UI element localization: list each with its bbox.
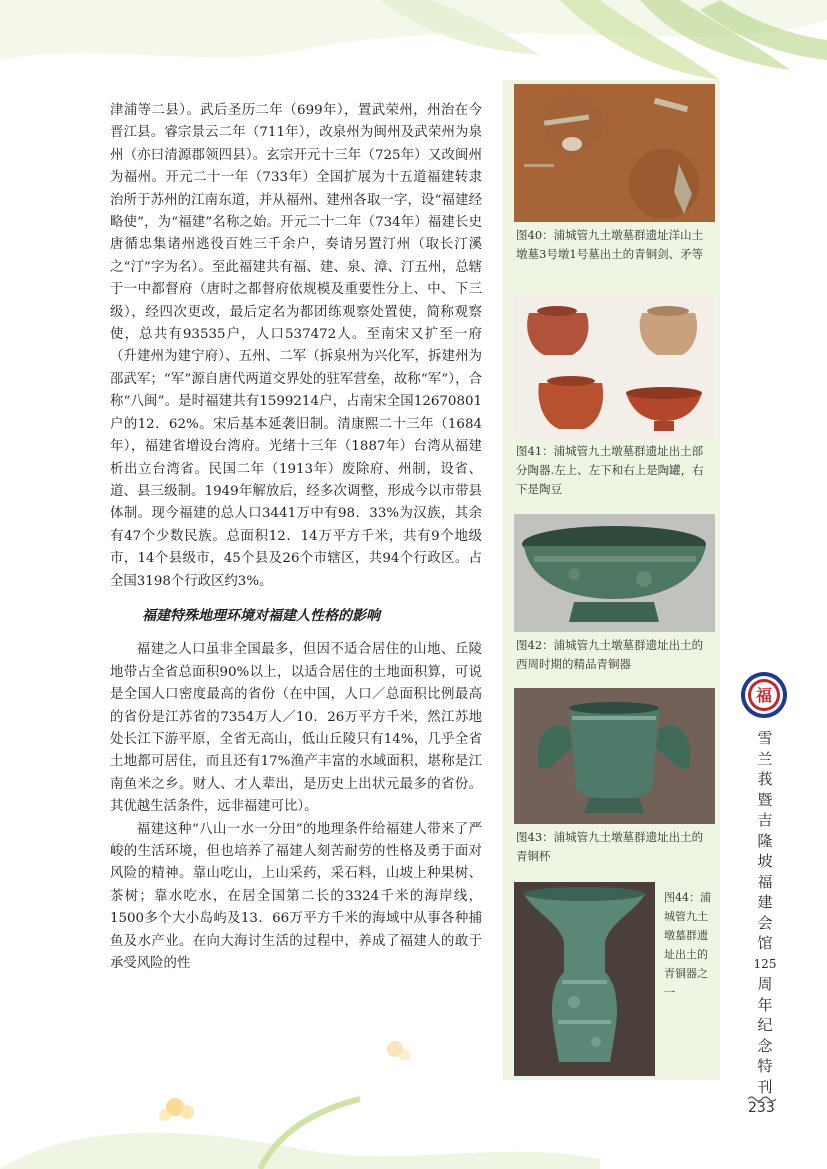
side-title-char: 福 bbox=[757, 872, 773, 891]
figure-42-photo bbox=[514, 514, 715, 632]
side-title-char: 刊 bbox=[757, 1077, 773, 1096]
figure-41-photo bbox=[514, 293, 715, 439]
side-title-char: 馆 bbox=[757, 934, 773, 952]
logo-character: 福 bbox=[755, 686, 773, 705]
side-title-char: 125 bbox=[753, 956, 777, 971]
side-title-char: 暨 bbox=[757, 790, 773, 809]
side-title-char: 周 bbox=[757, 975, 773, 993]
side-title-char: 兰 bbox=[757, 749, 773, 768]
page-number: 233 bbox=[748, 1100, 775, 1116]
side-title-char: 建 bbox=[757, 893, 773, 911]
side-publication-title bbox=[753, 728, 777, 1097]
main-text-column bbox=[110, 100, 482, 975]
figure-40-caption: 图40：浦城管九土墩墓群遗址洋山土墩墓3号墩1号墓出土的青铜剑、矛等 bbox=[516, 228, 704, 261]
side-title-char: 吉 bbox=[757, 811, 773, 829]
side-title-char: 念 bbox=[757, 1036, 773, 1055]
body-paragraph: 福建这种“八山一水一分田”的地理条件给福建人带来了严峻的生活环境，但也培养了福建人刻苦耐劳的性格及勇于面对风险的精神。靠山吃山，上山采药，采石料，山坡上种果树、茶树；靠水吃水，在居全国第二长的3324千米的海岸线，1500多个大小岛屿及13．66万平方千米的海域中从事各种捕鱼及水产业。在向大海讨生活的过程中，养成了福建人的敢于承受风险的性 bbox=[110, 821, 482, 972]
figure-42-caption: 图42：浦城管九土墩墓群遗址出土的西周时期的精品青铜器 bbox=[516, 638, 704, 671]
figure-40-photo bbox=[514, 84, 715, 222]
association-logo bbox=[740, 671, 788, 719]
figure-44-photo bbox=[514, 882, 655, 1076]
figure-43-caption: 图43：浦城管九土墩墓群遗址出土的青铜杯 bbox=[516, 830, 704, 863]
page-number-ornament bbox=[748, 1088, 776, 1096]
side-title-char: 坡 bbox=[757, 852, 773, 870]
body-paragraph: 津浦等二县）。武后圣历二年（699年），置武荣州，州治在今晋江县。睿宗景云二年（711年），改泉州为闽州及武荣州为泉州（亦曰清源郡领四县）。玄宗开元十三年（725年）又改闽州为福州。开元二十一年（733年）全国扩展为十五道福建转隶治所于苏州的江南东道，并从福州、建州各取一字，设“福建经略使”，为“福建”名称之始。开元二十二年（734年）福建长史唐循忠集诸州逃役百姓三千余户，奏请另置汀州（取长汀溪之“汀”字为名）。至此福建共有福、建、泉、漳、汀五州，总辖于一中都督府（唐时之都督府依规模及重要性分上、中、下三级），经四次更改，最后定名为都团练观察处置使，简称观察使，总共有93535户，人口537472人。至南宋又扩至一府（升建州为建宁府）、五州、二军（拆泉州为兴化军，拆建州为邵武军；“军”源自唐代两道交界处的驻军营垒，故称“军”），合称“八闽”。是时福建共有1599214户，占南宋全国12670801户的12．62%。宋后基本延袭旧制。清康熙二十三年（1684年），福建省增设台湾府。光绪十三年（1887年）台湾从福建析出立台湾省。民国二年（1913年）废除府、州制，设省、道、县三级制。1949年解放后，经多次调整，形成今以市带县体制。现今福建的总人口3441万中有98．33%为汉族，其余有47个少数民族。总面积12．14万平方千米，共有9个地级市，14个县级市，45个县及26个市辖区，共94个行政区。占全国3198个行政区约3%。 bbox=[110, 103, 482, 589]
figure-44-caption: 图44：浦城管九土墩墓群遗址出土的青铜器之一 bbox=[664, 891, 711, 999]
side-title-char: 莪 bbox=[757, 770, 773, 788]
side-title-char: 会 bbox=[757, 913, 773, 932]
side-title-char: 特 bbox=[757, 1057, 773, 1075]
side-title-char: 隆 bbox=[757, 831, 773, 850]
side-title-char: 纪 bbox=[757, 1016, 773, 1034]
figure-41-caption: 图41：浦城管九土墩墓群遗址出土部分陶器.左上、左下和右上是陶罐，右下是陶豆 bbox=[516, 444, 704, 496]
body-paragraph: 福建之人口虽非全国最多，但因不适合居住的山地、丘陵地带占全省总面积90%以上，以适合居住的土地面积算，可说是全国人口密度最高的省份（在中国，人口／总面积比例最高的省份是江苏省的7354万人／10．26万平方千米，然江苏地处长江下游平原，全省无高山，低山丘陵只有14%，几乎全省土地都可居住，而且还有17%渔产丰富的水域面积，堪称是江南鱼米之乡。财人、才人辈出，是历史上出状元最多的省份。其优越生活条件，远非福建可比）。 bbox=[110, 642, 482, 815]
figure-43-photo bbox=[514, 688, 715, 824]
section-heading: 福建特殊地理环境对福建人性格的影响 bbox=[142, 607, 380, 624]
side-title-char: 年 bbox=[757, 995, 773, 1014]
side-title-char: 雪 bbox=[757, 729, 773, 747]
